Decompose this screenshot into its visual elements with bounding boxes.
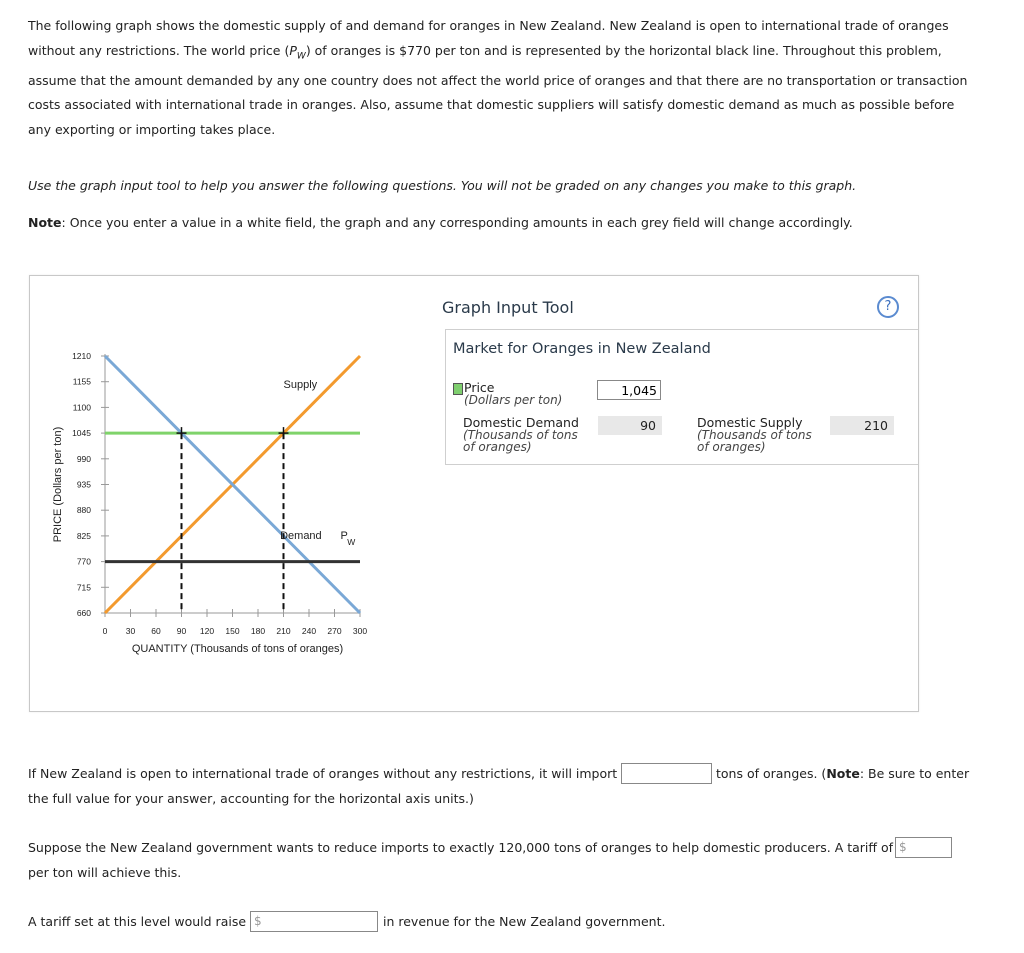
y-tick-label: 1045: [72, 428, 91, 439]
y-tick-label: 825: [76, 530, 91, 541]
question-2-line-2: per ton will achieve this.: [28, 865, 182, 880]
y-tick-label: 1100: [72, 402, 91, 413]
graph-instructions: Use the graph input tool to help you answer the following questions. You will not be graded on any changes you make to this graph.: [28, 178, 857, 193]
y-tick-label: 990: [76, 453, 91, 464]
x-tick-label: 0: [102, 626, 108, 636]
problem-intro: The following graph shows the domestic supply of and demand for oranges in New Zealand. New Zealand is open to international trade of oranges without any restrictions. The world price $(P_W)$ of oranges is $770 per ton and is represented by the horizontal black line. Throughout this problem, assume that the amount demanded by any one country does not affect the world price of oranges and that there are no transportation or transaction costs associated with international trade in oranges. Also, assume that domestic suppliers will satisfy domestic demand as much as possible before any exporting or importing takes place.: [28, 18, 968, 137]
graph-note: Note: Once you enter a value in a white field, the graph and any corresponding amounts in each grey field will change accordingly.: [28, 215, 853, 230]
market-chart: [30, 276, 430, 676]
graph-panel: [29, 275, 919, 712]
currency-symbol: $: [899, 840, 907, 854]
revenue-answer-input[interactable]: [265, 912, 377, 933]
tariff-answer-field[interactable]: [895, 837, 952, 858]
question-1-continued: tons of oranges. (Note: Be sure to enter: [716, 766, 970, 781]
world-price-symbol: $P_W$: [289, 42, 306, 61]
x-tick-label: 300: [352, 626, 368, 636]
price-input[interactable]: [597, 380, 661, 400]
x-axis-label: QUANTITY (Thousands of tons of oranges): [131, 643, 344, 655]
question-1: If New Zealand is open to international trade of oranges without any restrictions, it will import: [28, 766, 618, 781]
y-axis-label: PRICE (Dollars per ton): [52, 426, 64, 543]
question-3: A tariff set at this level would raise: [28, 914, 247, 929]
world-price-label-sub: W: [347, 537, 356, 548]
x-tick-label: 60: [151, 626, 161, 636]
x-tick-label: 150: [225, 626, 240, 636]
x-tick-label: 120: [199, 626, 215, 636]
domestic-demand-label: Domestic Demand (Thousands of tons of oranges): [463, 415, 579, 454]
demand-label: Demand: [280, 530, 322, 543]
y-tick-label: 660: [76, 608, 91, 618]
y-tick-label: 715: [76, 582, 91, 593]
import-answer-input[interactable]: [621, 763, 712, 784]
market-info-box: [445, 329, 918, 465]
x-tick-label: 180: [250, 626, 266, 636]
y-tick-label: 1210: [72, 351, 91, 361]
domestic-supply-label: Domestic Supply (Thousands of tons of oranges): [697, 415, 812, 454]
revenue-answer-field[interactable]: [250, 911, 378, 932]
x-tick-label: 270: [327, 626, 342, 636]
market-title: Market for Oranges in New Zealand: [453, 341, 711, 357]
world-price-label: P: [340, 530, 348, 543]
graph-input-tool-title: Graph Input Tool: [442, 298, 574, 317]
x-tick-label: 30: [125, 626, 136, 636]
domestic-supply-value: 210: [830, 416, 894, 435]
y-tick-label: 770: [76, 556, 91, 567]
price-line-swatch: [453, 383, 463, 395]
supply-label: Supply: [283, 378, 318, 391]
tariff-answer-input[interactable]: [910, 838, 954, 859]
domestic-demand-value: 90: [598, 416, 662, 435]
question-2: Suppose the New Zealand government wants to reduce imports to exactly 120,000 tons of oranges to help domestic producers. A tariff of: [28, 840, 894, 855]
question-3-continued: in revenue for the New Zealand government.: [383, 914, 666, 929]
y-tick-label: 1155: [72, 376, 91, 387]
currency-symbol: $: [254, 914, 262, 928]
x-tick-label: 210: [276, 626, 291, 636]
x-tick-label: 90: [176, 626, 187, 636]
price-label: Price (Dollars per ton): [464, 380, 563, 407]
question-1-line-2: the full value for your answer, accounting for the horizontal axis units.): [28, 791, 474, 806]
y-tick-label: 935: [76, 479, 91, 490]
y-tick-label: 880: [76, 505, 91, 516]
x-tick-label: 240: [301, 626, 317, 636]
help-icon[interactable]: ?: [877, 296, 899, 318]
